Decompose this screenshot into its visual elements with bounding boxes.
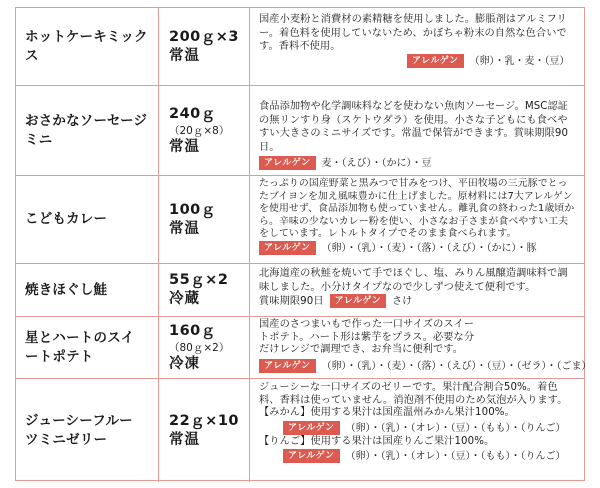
allergen-badge: アレルゲン xyxy=(407,54,464,68)
allergen-line xyxy=(259,54,576,70)
allergen-list: （卵）・（乳）・（麦）・（落）・（えび）・（豆）・（ゼラ）・（ごま） xyxy=(321,360,592,372)
product-name: こどもカレー xyxy=(25,211,108,227)
product-amount: 22ｇ×10 xyxy=(169,412,240,429)
allergen-list: さけ xyxy=(392,296,413,307)
table-row xyxy=(16,176,584,264)
product-description: 食品添加物や化学調味料などを使わない魚肉ソーセージ。MSC認証の無リンすり身（スケトウダラ）を使用。小さな子どもにも食べやすい大きさのミニサイズです。常温で保管ができます。賞味期限90日。 xyxy=(259,101,569,153)
storage-type: 常温 xyxy=(169,138,200,155)
allergen-line xyxy=(259,156,576,172)
allergen-line xyxy=(259,449,576,464)
allergen-list: （卵）・（乳）・（麦）・（落）・（えび）・（かに）・豚 xyxy=(321,242,537,254)
storage-type: 冷蔵 xyxy=(169,291,200,307)
product-amount-detail: （80ｇ×2） xyxy=(169,341,230,354)
product-name: 焼きほぐし鮭 xyxy=(25,281,108,298)
product-description: ジューシーな一口サイズのゼリーです。果汁配合割合50%。着色料、香料は使っていません。消泡剤不使用のため気泡が入ります。 xyxy=(259,382,568,406)
table-row xyxy=(16,264,584,317)
product-description: たっぷりの国産野菜と黒みつで甘みをつけ、平田牧場の三元豚でとったブイヨンを加え風味豊かに仕上げました。原材料には7大アレルゲンを使用せず、食品添加物も使っていません。離乳食の終わった1歳頃から。辛味の少ないカレー粉を使い、小さなお子さまが食べやすい工夫をしています。レトルトタイプでそのまま食べられます。 xyxy=(259,178,575,239)
allergen-list: 麦・（えび）・（かに）・豆 xyxy=(321,158,432,169)
allergen-list: （卵）・（乳）・（オレ）・（豆）・（もも）・（りんご） xyxy=(345,451,566,462)
storage-type: 常温 xyxy=(169,220,200,237)
allergen-line xyxy=(259,359,592,374)
product-description: 国産小麦粉と消費材の素精糖を使用しました。膨脹剤はアルミフリー。着色料を使用していないため、かぼちゃ粉末の自然な色合いです。香料不使用。 xyxy=(259,14,567,52)
table-row xyxy=(16,8,584,86)
product-name: おさかなソーセージミニ xyxy=(25,112,148,148)
expiry-text: 賞味期限90日 xyxy=(259,296,324,307)
allergen-badge: アレルゲン xyxy=(283,449,340,463)
product-amount: 160ｇ xyxy=(169,322,216,339)
product-table xyxy=(15,7,592,481)
allergen-list: （卵）・乳・麦・（豆） xyxy=(469,55,570,67)
product-amount-detail: （20ｇ×8） xyxy=(169,124,230,137)
storage-type: 冷凍 xyxy=(169,355,200,372)
table-row xyxy=(16,86,584,176)
allergen-line xyxy=(259,294,576,309)
product-description: 国産のさつまいもで作った一口サイズのスイートポテト。ハート形は紫芋をプラス。必要な分だけレンジで調理でき、お弁当に便利です。 xyxy=(259,319,475,355)
product-amount: 100ｇ xyxy=(169,201,216,218)
storage-type: 常温 xyxy=(169,47,200,64)
allergen-badge: アレルゲン xyxy=(330,294,387,308)
product-name: ジューシーフルーツミニゼリー xyxy=(25,412,133,448)
product-description: 北海道産の秋鮭を焼いて手でほぐし、塩、みりん風醸造調味料で調味しました。小分けタイプなので少しずつ使えて便利です。 xyxy=(259,268,568,293)
product-amount: 200ｇ×3 xyxy=(169,28,240,45)
table-row xyxy=(16,317,592,379)
allergen-line xyxy=(259,421,576,436)
allergen-badge: アレルゲン xyxy=(259,156,316,170)
allergen-badge: アレルゲン xyxy=(259,359,316,373)
product-amount: 240ｇ xyxy=(169,105,216,122)
storage-type: 常温 xyxy=(169,431,200,448)
allergen-badge: アレルゲン xyxy=(283,421,340,435)
allergen-list: （卵）・（乳）・（オレ）・（豆）・（もも）・（りんご） xyxy=(345,422,566,434)
ringo-note: 【りんご】使用する果汁は国産りんご果汁100%。 xyxy=(259,435,495,447)
table-row xyxy=(16,379,584,482)
product-name: ホットケーキミックス xyxy=(25,28,148,64)
product-name: 星とハートのスイートポテト xyxy=(25,329,135,365)
allergen-line xyxy=(259,241,576,256)
allergen-badge: アレルゲン xyxy=(259,241,316,255)
mikan-note: 【みかん】使用する果汁は国産温州みかん果汁100%。 xyxy=(259,407,515,418)
product-amount: 55ｇ×2 xyxy=(169,272,229,288)
